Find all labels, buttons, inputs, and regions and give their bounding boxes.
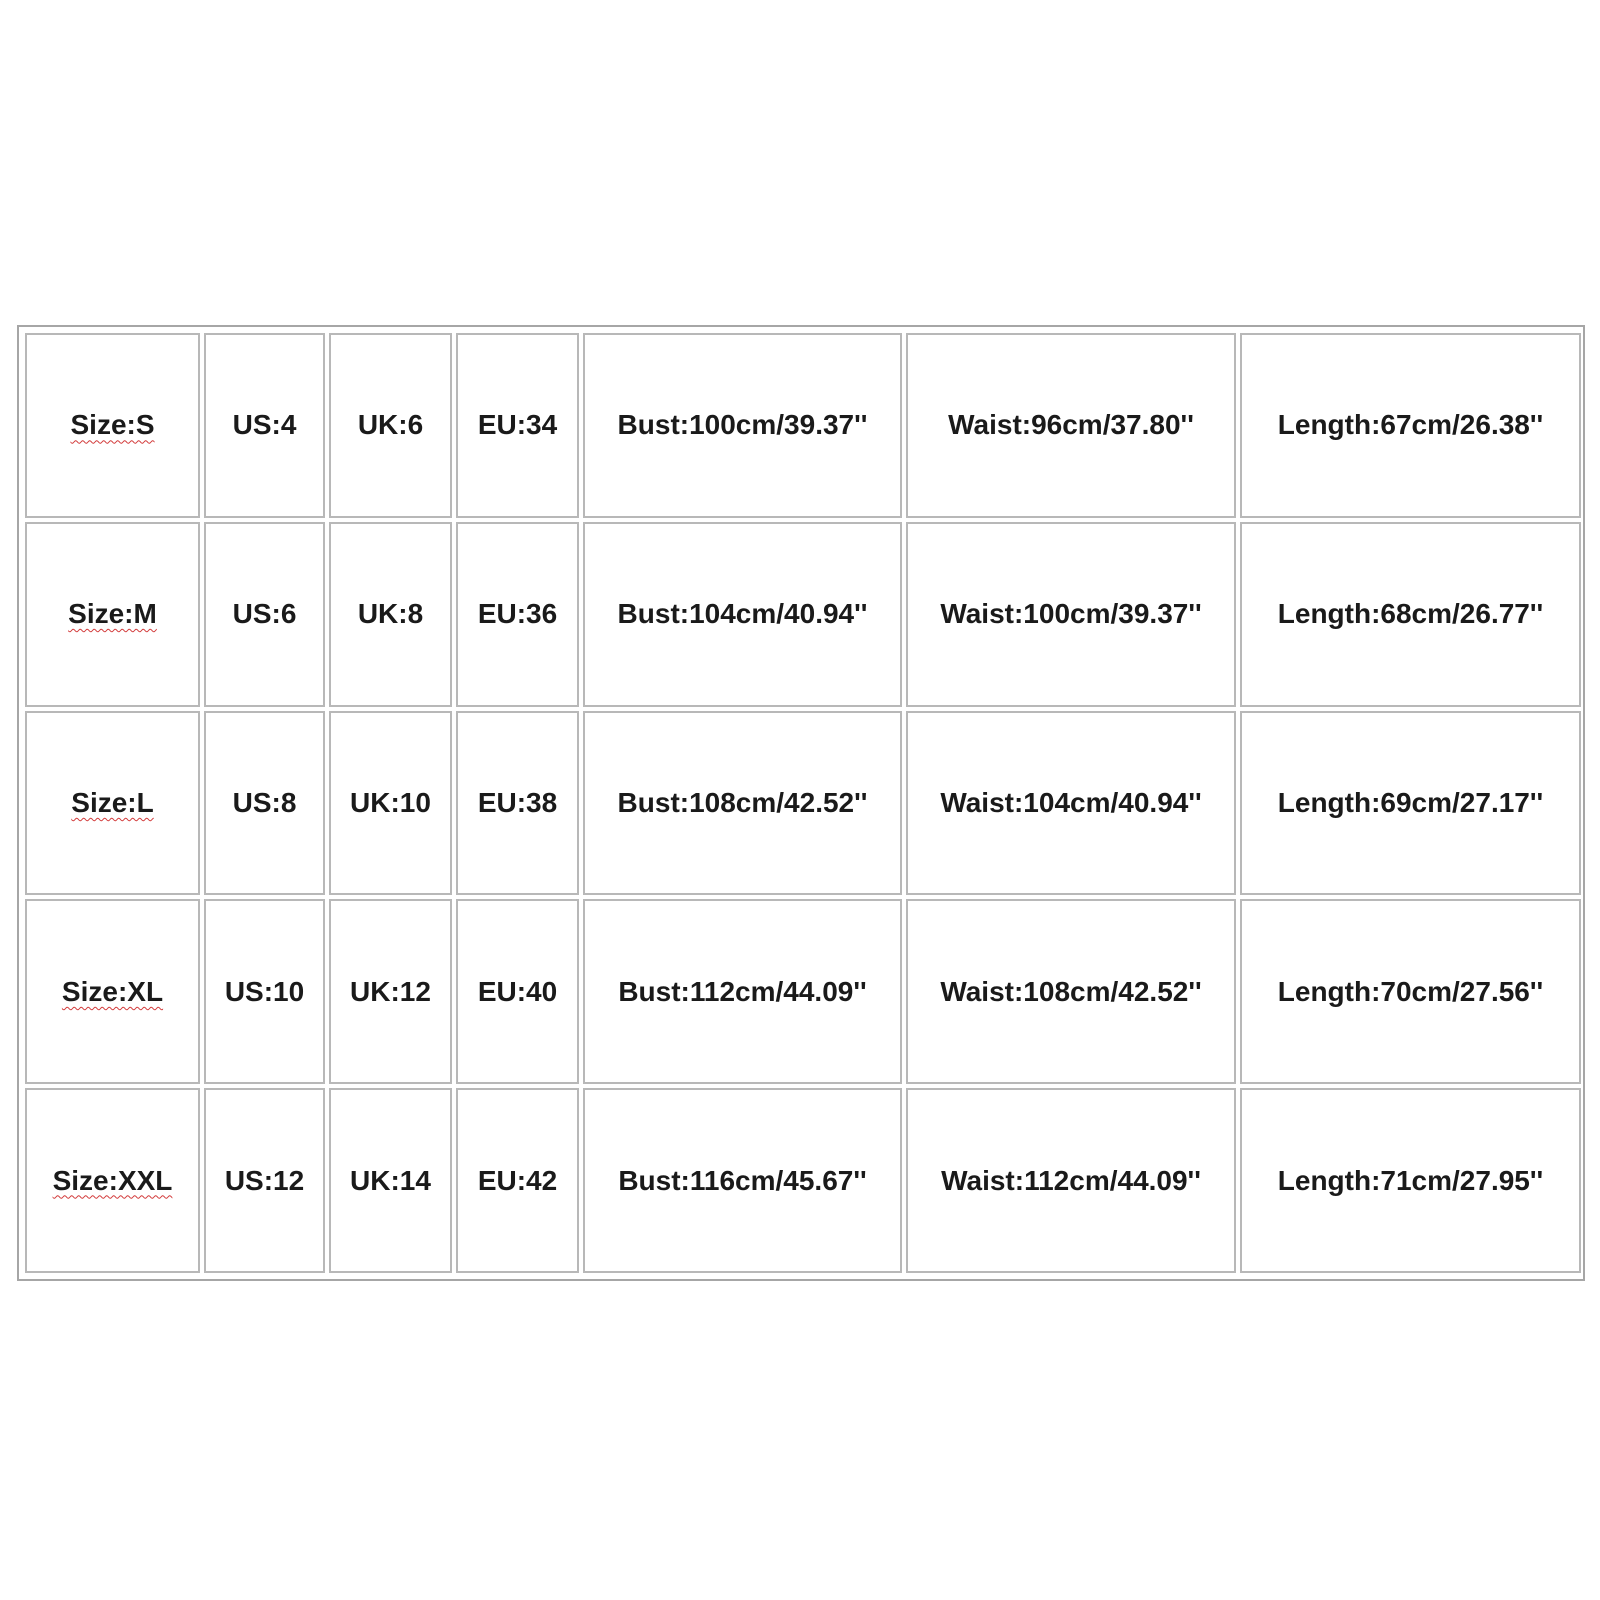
eu-size-cell: EU:38 xyxy=(456,711,579,896)
size-label: Size:L xyxy=(71,786,154,818)
bust-cell: Bust:108cm/42.52'' xyxy=(583,711,902,896)
bust-cell: Bust:116cm/45.67'' xyxy=(583,1088,902,1273)
size-label: Size:S xyxy=(70,409,155,441)
eu-size-cell: EU:36 xyxy=(456,522,579,707)
waist-cell: Waist:100cm/39.37'' xyxy=(906,522,1236,707)
eu-size-cell: EU:40 xyxy=(456,899,579,1084)
uk-size-cell: UK:8 xyxy=(329,522,452,707)
uk-size-cell: UK:10 xyxy=(329,711,452,896)
table-row xyxy=(25,333,1581,518)
waist-cell: Waist:108cm/42.52'' xyxy=(906,899,1236,1084)
table-row xyxy=(25,1088,1581,1273)
size-chart xyxy=(17,325,1585,1281)
size-label: Size:M xyxy=(68,598,157,630)
length-cell: Length:70cm/27.56'' xyxy=(1240,899,1581,1084)
uk-size-cell: UK:14 xyxy=(329,1088,452,1273)
bust-cell: Bust:112cm/44.09'' xyxy=(583,899,902,1084)
length-cell: Length:67cm/26.38'' xyxy=(1240,333,1581,518)
size-cell xyxy=(25,333,200,518)
bust-cell: Bust:100cm/39.37'' xyxy=(583,333,902,518)
size-cell xyxy=(25,522,200,707)
eu-size-cell: EU:34 xyxy=(456,333,579,518)
us-size-cell: US:6 xyxy=(204,522,325,707)
uk-size-cell: UK:12 xyxy=(329,899,452,1084)
us-size-cell: US:4 xyxy=(204,333,325,518)
size-chart-table xyxy=(21,329,1585,1277)
table-row xyxy=(25,899,1581,1084)
us-size-cell: US:8 xyxy=(204,711,325,896)
length-cell: Length:69cm/27.17'' xyxy=(1240,711,1581,896)
size-cell xyxy=(25,1088,200,1273)
table-row xyxy=(25,522,1581,707)
length-cell: Length:71cm/27.95'' xyxy=(1240,1088,1581,1273)
length-cell: Length:68cm/26.77'' xyxy=(1240,522,1581,707)
eu-size-cell: EU:42 xyxy=(456,1088,579,1273)
waist-cell: Waist:112cm/44.09'' xyxy=(906,1088,1236,1273)
us-size-cell: US:10 xyxy=(204,899,325,1084)
size-label: Size:XL xyxy=(61,975,164,1007)
table-row xyxy=(25,711,1581,896)
waist-cell: Waist:96cm/37.80'' xyxy=(906,333,1236,518)
uk-size-cell: UK:6 xyxy=(329,333,452,518)
us-size-cell: US:12 xyxy=(204,1088,325,1273)
size-cell xyxy=(25,899,200,1084)
size-label: Size:XXL xyxy=(52,1164,173,1196)
bust-cell: Bust:104cm/40.94'' xyxy=(583,522,902,707)
size-cell xyxy=(25,711,200,896)
waist-cell: Waist:104cm/40.94'' xyxy=(906,711,1236,896)
